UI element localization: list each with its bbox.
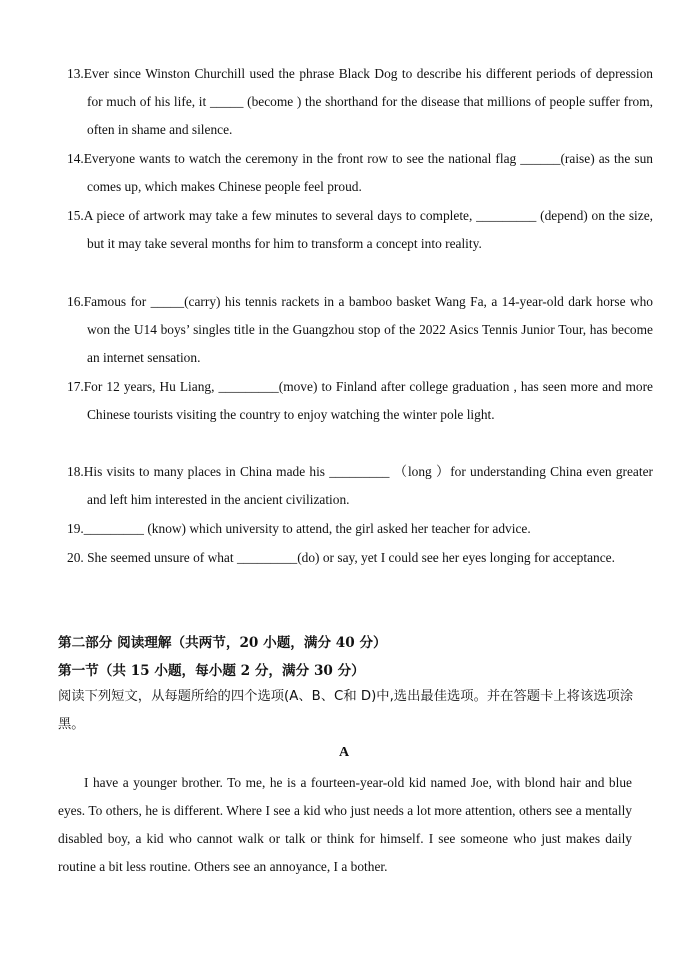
question-17: 17.For 12 years, Hu Liang, _________(move) to Finland after college graduation , has seen more and more Chinese tourists visiting the country to enjoy watching the winter pole light. bbox=[67, 379, 653, 423]
passage-paragraph: I have a younger brother. To me, he is a fourteen-year-old kid named Joe, with blond hair and blue eyes. To others, he is different. Where I see a kid who just needs a lot more attention, others see a mentally disabled boy, a kid who cannot walk or talk or think for himself. I see someone who just makes daily routine a bit less routine. Others see an annoyance, I a bother. bbox=[58, 775, 632, 874]
part-title: 第二部分 阅读理解（共两节，20 小题，满分 40 分） bbox=[58, 635, 387, 651]
question-20: 20. She seemed unsure of what _________(do) or say, yet I could see her eyes longing for acceptance. bbox=[67, 550, 615, 565]
question-18: 18.His visits to many places in China made his _________ （long ）for understanding China even greater and left him interested in the ancient civilization. bbox=[67, 464, 653, 508]
question-15: 15.A piece of artwork may take a few minutes to several days to complete, _________ (depend) on the size, but it may take several months for him to transform a concept into reality. bbox=[67, 208, 653, 252]
question-19: 19._________ (know) which university to attend, the girl asked her teacher for advice. bbox=[67, 521, 531, 536]
question-13: 13.Ever since Winston Churchill used the phrase Black Dog to describe his different periods of depression for much of his life, it _____ (become ) the shorthand for the disease that millions of people suffer from, often in shame and silence. bbox=[67, 66, 653, 138]
section-subtitle: 第一节（共 15 小题，每小题 2 分，满分 30 分） bbox=[58, 663, 365, 679]
reading-instructions: 阅读下列短文，从每题所给的四个选项(A、B、C和 D)中,选出最佳选项。并在答题卡上将该选项涂黑。 bbox=[58, 689, 634, 732]
passage-label: A bbox=[338, 745, 350, 760]
question-14: 14.Everyone wants to watch the ceremony in the front row to see the national flag ______(raise) as the sun comes up, which makes Chinese people feel proud. bbox=[67, 151, 653, 195]
question-16: 16.Famous for _____(carry) his tennis rackets in a bamboo basket Wang Fa, a 14-year-old dark horse who won the U14 boys’ singles title in the Guangzhou stop of the 2022 Asics Tennis Junior Tour, has become an internet sensation. bbox=[67, 294, 653, 366]
